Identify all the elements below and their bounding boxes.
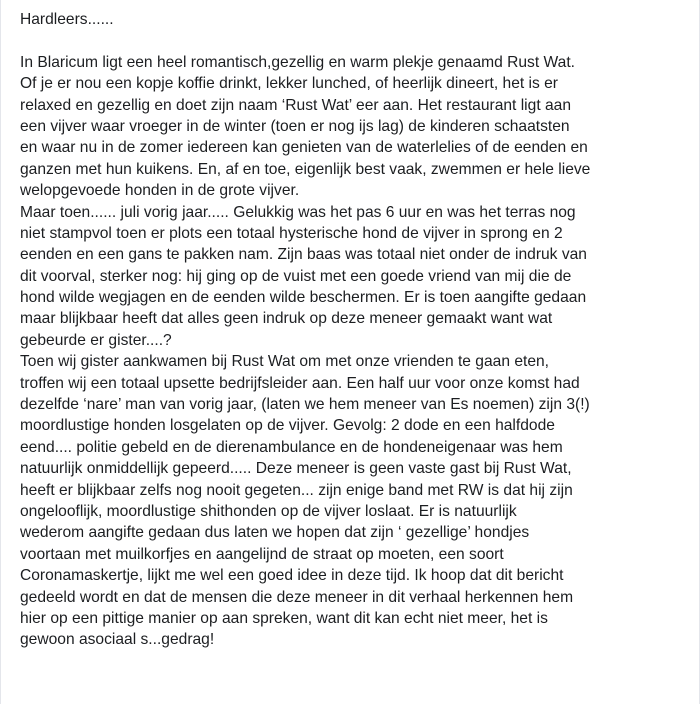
post-line: niet stampvol toen er plots een totaal hysterische hond de vijver in sprong en 2 (20, 224, 563, 242)
post-line: hier op een pittige manier op aan spreken, want dit kan echt niet meer, het is (20, 609, 548, 627)
post-line: In Blaricum ligt een heel romantisch,gezellig en warm plekje genaamd Rust Wat. (20, 53, 575, 71)
post-line: troffen wij een totaal upsette bedrijfsleider aan. Een half uur voor onze komst had (20, 374, 580, 392)
post-line: relaxed en gezellig en doet zijn naam ‘Rust Wat’ eer aan. Het restaurant ligt aan (20, 96, 571, 114)
post-line: moordlustige honden losgelaten op de vijver. Gevolg: 2 dode en een halfdode (20, 417, 555, 435)
post-line: ganzen met hun kuikens. En, af en toe, eigenlijk best vaak, zwemmen er hele lieve (20, 160, 591, 178)
post-title: Hardleers...... (20, 11, 114, 28)
post-line: eend.... politie gebeld en de dierenambulance en de hondeneigenaar was hem (20, 438, 563, 456)
post-line: heeft er blijkbaar zelfs nog nooit gegeten... zijn enige band met RW is dat hij zijn (20, 481, 573, 499)
post-line: Maar toen...... juli vorig jaar..... Gelukkig was het pas 6 uur en was het terras nog (20, 203, 576, 221)
post-line: gewoon asociaal s...gedrag! (20, 631, 215, 649)
post-line: welopgevoede honden in de grote vijver. (20, 182, 300, 200)
post-line: ongelooflijk, moordlustige shithonden op de vijver loslaat. Er is natuurlijk (20, 502, 517, 520)
post-line: voortaan met muilkorfjes en aangelijnd de straat op moeten, een soort (20, 545, 504, 563)
post-line: Of je er nou een kopje koffie drinkt, lekker lunched, of heerlijk dineert, het is er (20, 75, 558, 93)
post-line: Toen wij gister aankwamen bij Rust Wat om met onze vrienden te gaan eten, (20, 353, 550, 371)
post-line: natuurlijk onmiddellijk gepeerd..... Deze meneer is geen vaste gast bij Rust Wat, (20, 460, 572, 478)
post-line: Coronamaskertje, lijkt me wel een goed idee in deze tijd. Ik hoop dat dit bericht (20, 567, 564, 585)
paragraph-gap (20, 30, 684, 51)
post-line: eenden en een gans te pakken nam. Zijn baas was totaal niet onder de indruk van (20, 246, 587, 264)
post-text (20, 9, 684, 651)
post-line: dezelfde ‘nare’ man van vorig jaar, (laten we hem meneer van Es noemen) zijn 3(!) (20, 396, 590, 414)
post-line: wederom aangifte gedaan dus laten we hopen dat zijn ‘ gezellige’ hondjes (20, 524, 530, 542)
post-line: maar blijkbaar heeft dat alles geen indruk op deze meneer gemaakt want wat (20, 310, 553, 328)
post-line: gedeeld wordt en dat de mensen die deze meneer in dit verhaal herkennen hem (20, 588, 574, 606)
post-line: gebeurde er gister....? (20, 331, 172, 349)
post-line: hond wilde wegjagen en de eenden wilde beschermen. Er is toen aangifte gedaan (20, 289, 587, 307)
post-line: een vijver waar vroeger in de winter (toen er nog ijs lag) de kinderen schaatsten (20, 117, 570, 135)
post-line: en waar nu in de zomer iedereen kan genieten van de waterlelies of de eenden en (20, 139, 588, 157)
post-line: dit voorval, sterker nog: hij ging op de vuist met een goede vriend van mij die de (20, 267, 572, 285)
